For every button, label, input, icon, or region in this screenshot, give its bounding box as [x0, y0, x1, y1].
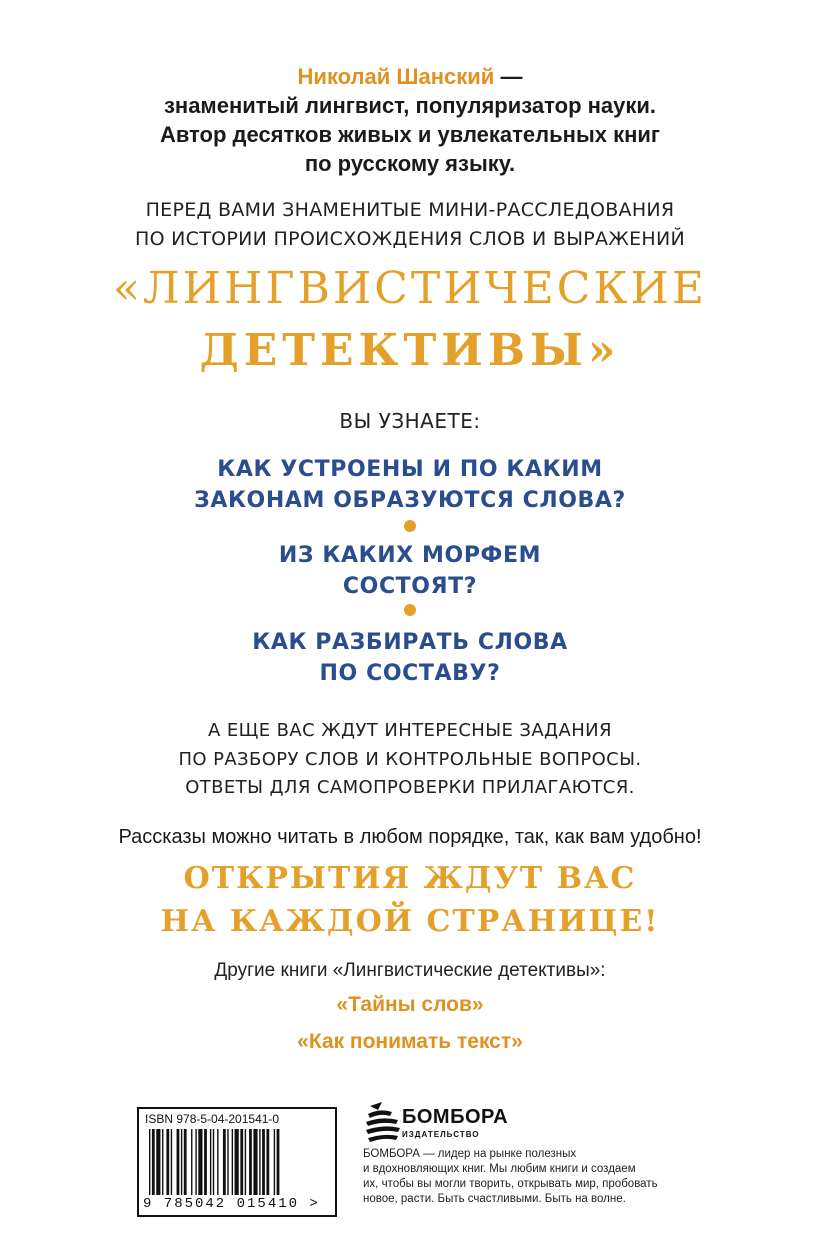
barcode-stripe — [191, 1129, 192, 1195]
barcode-stripe — [198, 1129, 202, 1195]
other-book-1: «Тайны слов» — [336, 993, 484, 1016]
barcode-stripe — [171, 1129, 172, 1195]
barcode-stripe — [266, 1129, 269, 1195]
extras-line-1: А ЕЩЕ ВАС ЖДУТ ИНТЕРЕСНЫЕ ЗАДАНИЯ — [208, 720, 612, 741]
author-bio-line-1: знаменитый лингвист, популяризатор науки. — [163, 93, 657, 118]
other-books-label: Другие книги «Лингвистические детективы»: — [214, 960, 606, 981]
barcode-stripe — [149, 1129, 150, 1195]
barcode-stripe — [210, 1129, 211, 1195]
question-1-line-2: ЗАКОНАМ ОБРАЗУЮТСЯ СЛОВА? — [194, 488, 626, 513]
barcode-stripe — [195, 1129, 196, 1195]
isbn-number: ISBN 978-5-04-201541-0 — [145, 1112, 280, 1126]
publisher-description-line: и вдохновляющих книг. Мы любим книги и создаем — [363, 1163, 636, 1175]
barcode-stripe — [274, 1129, 275, 1195]
ean-digits: 9 785042 015410 > — [143, 1196, 320, 1212]
bombora-logo-icon — [364, 1100, 404, 1144]
barcode-stripe — [162, 1129, 163, 1195]
author-bio-line-3: по русскому языку. — [304, 151, 516, 176]
discoveries-line-2: НА КАЖДОЙ СТРАНИЦЕ! — [160, 904, 660, 939]
author-dash: — — [494, 64, 523, 89]
series-title-line-2-text: ДЕТЕКТИВЫ» — [199, 325, 621, 376]
publisher-name: БОМБОРА — [402, 1106, 509, 1128]
barcode-stripe — [223, 1129, 226, 1195]
barcode-stripe — [166, 1129, 169, 1195]
barcode-stripe — [259, 1129, 260, 1195]
barcode-stripe — [177, 1129, 180, 1195]
author-bio-line-2: Автор десятков живых и увлекательных книг — [159, 122, 661, 147]
author-name: Николай Шанский — [297, 64, 495, 89]
you-learn-heading: ВЫ УЗНАЕТЕ: — [339, 409, 481, 433]
intro-line-2: ПО ИСТОРИИ ПРОИСХОЖДЕНИЯ СЛОВ И ВЫРАЖЕНИЙ — [134, 228, 686, 250]
barcode-stripe — [217, 1129, 218, 1195]
barcode-stripe — [277, 1129, 280, 1195]
bullet-dot — [404, 520, 416, 532]
barcode-stripe — [245, 1129, 246, 1195]
question-3-line-2: ПО СОСТАВУ? — [319, 661, 501, 686]
barcode-stripe — [235, 1129, 239, 1195]
barcode-stripe — [232, 1129, 233, 1195]
barcode-stripe — [213, 1129, 214, 1195]
barcode-stripe — [156, 1129, 160, 1195]
publisher-description-line: новое, расти. Быть счастливыми. Быть на волне. — [363, 1193, 626, 1205]
series-title-line-2 — [0, 320, 820, 382]
barcode-stripe — [181, 1129, 182, 1195]
discoveries-line-1: ОТКРЫТИЯ ЖДУТ ВАС — [183, 861, 637, 896]
extras-line-3: ОТВЕТЫ ДЛЯ САМОПРОВЕРКИ ПРИЛАГАЮТСЯ. — [185, 777, 635, 798]
author-line — [0, 62, 820, 92]
question-2-line-2: СОСТОЯТ? — [342, 574, 478, 599]
barcode-stripe — [152, 1129, 155, 1195]
publisher-description-line: БОМБОРА — лидер на рынке полезных — [363, 1148, 577, 1160]
question-3-line-1: КАК РАЗБИРАТЬ СЛОВА — [252, 630, 568, 655]
intro-line-1: ПЕРЕД ВАМИ ЗНАМЕНИТЫЕ МИНИ-РАССЛЕДОВАНИЯ — [145, 199, 675, 221]
barcode-stripe — [184, 1129, 187, 1195]
bullet-dot — [404, 604, 416, 616]
question-1-line-1: КАК УСТРОЕНЫ И ПО КАКИМ — [217, 457, 603, 482]
publisher-description — [363, 1147, 683, 1207]
other-book-2: «Как понимать текст» — [297, 1030, 523, 1053]
publisher-subtitle: ИЗДАТЕЛЬСТВО — [402, 1130, 480, 1139]
barcode — [137, 1107, 337, 1217]
extras-line-2: ПО РАЗБОРУ СЛОВ И КОНТРОЛЬНЫЕ ВОПРОСЫ. — [178, 749, 642, 770]
barcode-bars — [149, 1129, 327, 1195]
read-any-order: Рассказы можно читать в любом порядке, так, как вам удобно! — [118, 826, 702, 848]
barcode-stripe — [262, 1129, 265, 1195]
barcode-stripe — [249, 1129, 252, 1195]
publisher-description-line: их, чтобы вы могли творить, открывать мир, пробовать — [363, 1178, 658, 1190]
question-2-line-1: ИЗ КАКИХ МОРФЕМ — [278, 543, 542, 568]
series-title-line-1: «ЛИНГВИСТИЧЕСКИЕ — [113, 263, 707, 314]
barcode-stripe — [204, 1129, 207, 1195]
barcode-stripe — [253, 1129, 257, 1195]
barcode-stripe — [240, 1129, 243, 1195]
barcode-stripe — [227, 1129, 228, 1195]
